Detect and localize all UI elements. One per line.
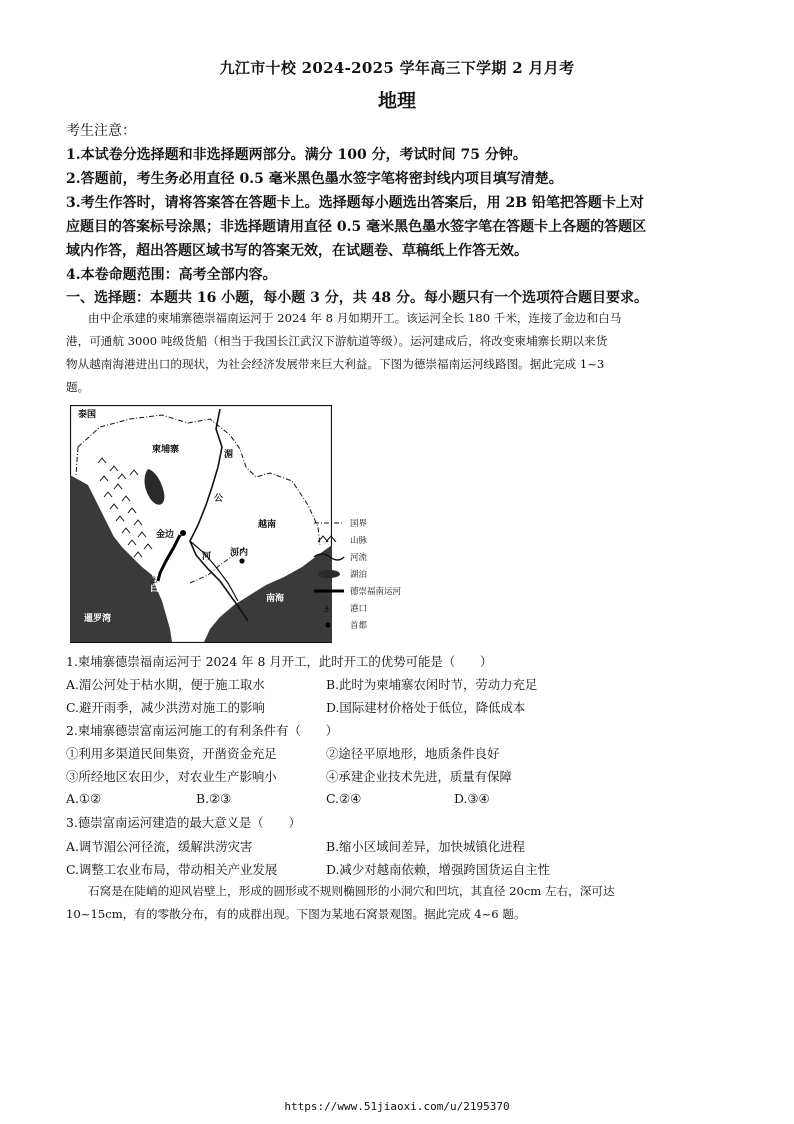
question-option: B.此时为柬埔寨农闲时节，劳动力充足 bbox=[326, 677, 538, 692]
notice-item: 应题目的答案标号涂黑；非选择题请用直径 0.5 毫米黑色墨水签字笔在答题卡上各题的答题区 bbox=[66, 219, 647, 235]
map-label-cambodia: 柬埔寨 bbox=[152, 445, 180, 455]
legend-river-label: 河流 bbox=[350, 553, 368, 563]
passage-line: 物从越南海港进出口的现状，为社会经济发展带来巨大利益。下图为德崇福南运河线路图。据此完成 1~3 bbox=[66, 357, 605, 371]
question-stem: 2.柬埔寨德崇富南运河施工的有利条件有（ ） bbox=[66, 723, 339, 738]
notice-item: 4.本卷命题范围：高考全部内容。 bbox=[66, 267, 277, 283]
passage-line: 石窝是在陡峭的迎风岩壁上，形成的圆形或不规则椭圆形的小洞穴和凹坑，其直径 20cm 左右，深可达 bbox=[88, 884, 615, 898]
map-label-mekong-2: 公 bbox=[214, 494, 224, 504]
legend-mountain-icon bbox=[318, 536, 336, 542]
question-option: A.湄公河处于枯水期，便于施工取水 bbox=[66, 677, 265, 692]
question-stem: 3.德崇富南运河建造的最大意义是（ ） bbox=[66, 815, 301, 830]
map-label-vietnam: 越南 bbox=[258, 520, 277, 530]
answer-choice: A.①② bbox=[66, 791, 102, 806]
passage-line: 由中企承建的柬埔寨德崇福南运河于 2024 年 8 月如期开工。该运河全长 180 千米，连接了金边和白马 bbox=[88, 311, 622, 325]
notice-heading: 考生注意： bbox=[66, 123, 136, 139]
map-label-mekong-1: 湄 bbox=[224, 450, 234, 460]
legend-capital-icon bbox=[325, 622, 330, 627]
answer-choice: C.②④ bbox=[326, 791, 362, 806]
footer-url: https://www.51jiaoxi.com/u/2195370 bbox=[284, 1100, 510, 1113]
map-label-baima: 白马 bbox=[150, 584, 169, 594]
question-option: ④承建企业技术先进，质量有保障 bbox=[326, 769, 512, 784]
canal-route-map bbox=[70, 405, 332, 643]
legend-mountain-label: 山脉 bbox=[350, 536, 368, 546]
legend-port-icon: ⚓ bbox=[323, 605, 331, 615]
legend-lake-icon bbox=[318, 570, 340, 578]
legend-border-label: 国界 bbox=[350, 519, 368, 529]
question-option: D.减少对越南依赖，增强跨国货运自主性 bbox=[326, 862, 551, 877]
passage-line: 港，可通航 3000 吨级货船（相当于我国长江武汉下游航道等级）。运河建成后，将改变柬埔寨长期以来货 bbox=[66, 334, 608, 348]
map-label-thailand: 泰国 bbox=[78, 410, 97, 420]
legend-capital-label: 首都 bbox=[350, 621, 368, 631]
map-legend bbox=[310, 517, 430, 637]
notice-item: 3.考生作答时，请将答案答在答题卡上。选择题每小题选出答案后，用 2B 铅笔把答题卡上对 bbox=[66, 195, 644, 211]
passage-line: 10~15cm，有的零散分布，有的成群出现。下图为某地石窝景观图。据此完成 4~6 题。 bbox=[66, 907, 526, 921]
map-label-southsea: 南海 bbox=[266, 594, 285, 604]
question-option: ②途径平原地形，地质条件良好 bbox=[326, 746, 500, 761]
question-option: C.避开雨季，减少洪涝对施工的影响 bbox=[66, 700, 265, 715]
legend-canal-label: 德崇福南运河 bbox=[350, 587, 402, 597]
legend-river-icon bbox=[314, 554, 344, 560]
answer-choice: B.②③ bbox=[196, 791, 232, 806]
question-option: ③所经地区农田少，对农业生产影响小 bbox=[66, 769, 277, 784]
section-heading: 一、选择题：本题共 16 小题，每小题 3 分，共 48 分。每小题只有一个选项符合题目要求。 bbox=[66, 290, 648, 306]
question-option: ①利用多渠道民间集资，开凿资金充足 bbox=[66, 746, 277, 761]
notice-item: 2.答题前，考生务必用直径 0.5 毫米黑色墨水签字笔将密封线内项目填写清楚。 bbox=[66, 171, 563, 187]
map-label-phnompenh: 金边 bbox=[156, 530, 175, 540]
map-label-gulf: 暹罗湾 bbox=[84, 614, 112, 624]
subject-title: 地理 bbox=[377, 90, 416, 112]
map-label-hanoi: 河内 bbox=[230, 548, 249, 558]
exam-title: 九江市十校 2024-2025 学年高三下学期 2 月月考 bbox=[219, 59, 575, 77]
passage-line: 题。 bbox=[66, 380, 90, 394]
legend-lake-label: 湖泊 bbox=[350, 570, 368, 580]
question-option: B.缩小区域间差异，加快城镇化进程 bbox=[326, 839, 525, 854]
question-option: A.调节湄公河径流，缓解洪涝灾害 bbox=[66, 839, 253, 854]
map-label-river: 河 bbox=[202, 552, 212, 562]
answer-choice: D.③④ bbox=[454, 791, 490, 806]
notice-item: 域内作答，超出答题区域书写的答案无效，在试题卷、草稿纸上作答无效。 bbox=[66, 243, 528, 259]
svg-text:⚓: ⚓ bbox=[150, 576, 159, 586]
question-option: C.调整工农业布局，带动相关产业发展 bbox=[66, 862, 278, 877]
question-stem: 1.柬埔寨德崇福南运河于 2024 年 8 月开工，此时开工的优势可能是（ ） bbox=[66, 654, 493, 669]
question-option: D.国际建材价格处于低位，降低成本 bbox=[326, 700, 526, 715]
notice-item: 1.本试卷分选择题和非选择题两部分。满分 100 分，考试时间 75 分钟。 bbox=[66, 147, 527, 163]
legend-port-label: 港口 bbox=[350, 604, 368, 614]
